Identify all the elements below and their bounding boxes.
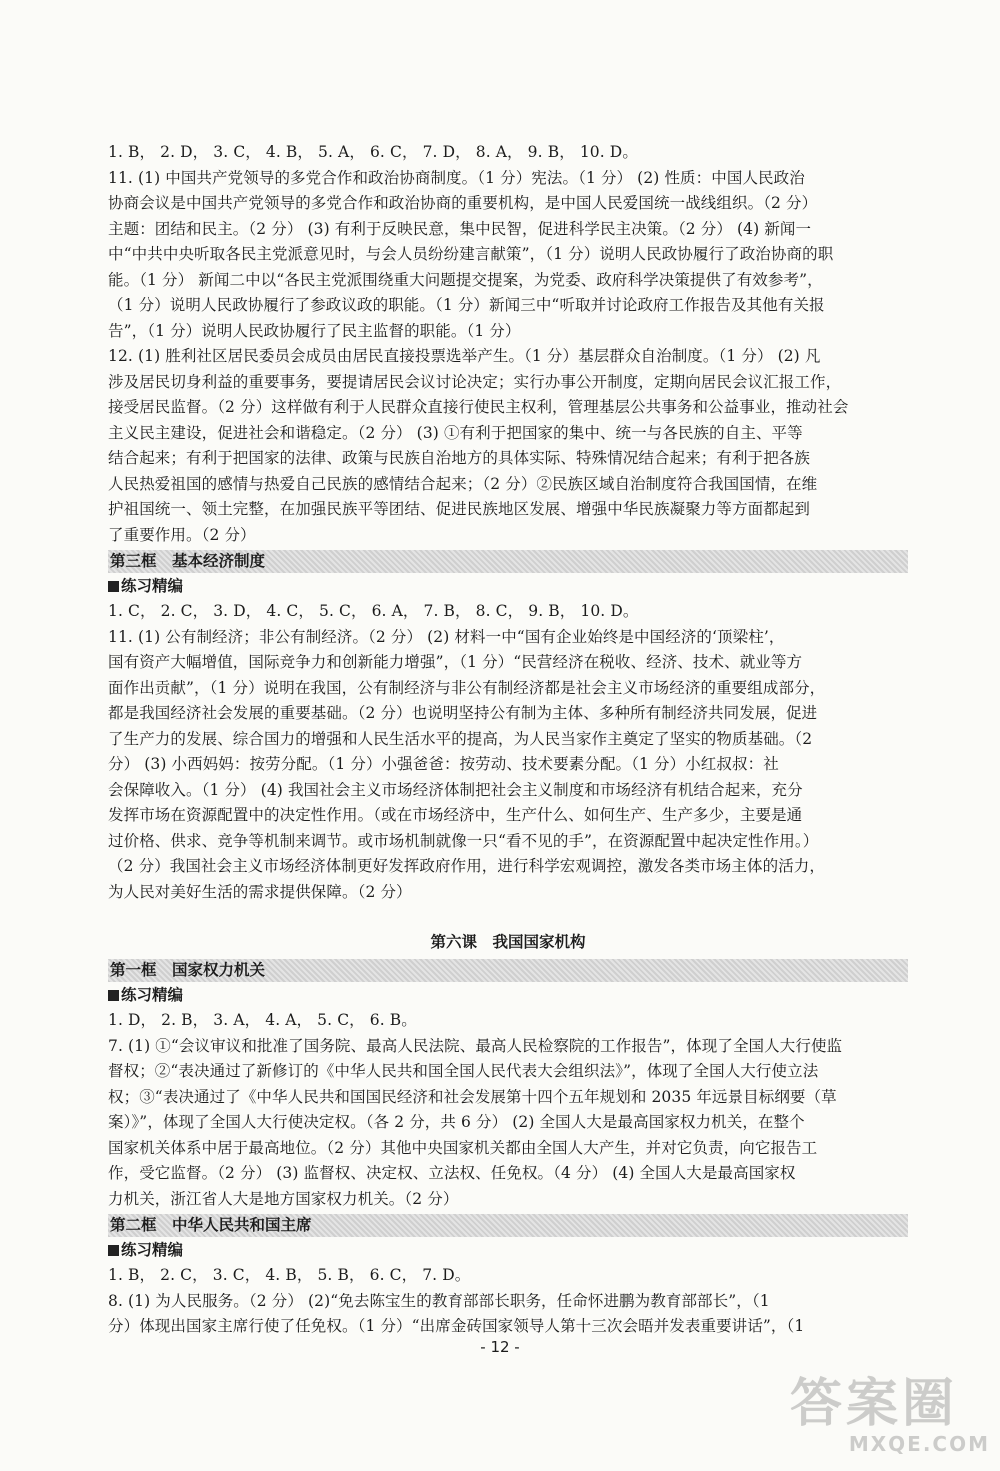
practice-label-text: 练习精编 [121, 1241, 184, 1259]
square-bullet-icon [108, 990, 119, 1001]
block-sec1 [108, 1008, 908, 1212]
text-line: 1. B， 2. C， 3. C， 4. B， 5. B， 6. C， 7. D。 [108, 1266, 471, 1284]
text-line: 11. (1) 公有制经济；非公有制经济。（2 分） (2) 材料一中“国有企业始终是中国经济的‘顶梁柱’， [108, 627, 785, 646]
section-header-basic-economic-system: 第三框 基本经济制度 [108, 550, 908, 573]
text-line: 权；③“表决通过了《中华人民共和国国民经济和社会发展第十四个五年规划和 2035 年远景目标纲要（草 [108, 1087, 837, 1106]
text-line: 8. (1) 为人民服务。（2 分） (2)“免去陈宝生的教育部部长职务，任命怀进鹏为教育部部长”，（1 [108, 1291, 770, 1310]
block-sec3 [108, 599, 908, 905]
text-line: 为人民对美好生活的需求提供保障。（2 分） [108, 882, 412, 901]
text-line: 了重要作用。（2 分） [108, 525, 256, 544]
text-line: 人民热爱祖国的感情与热爱自己民族的感情结合起来；（2 分）②民族区域自治制度符合我国国情，在维 [108, 474, 818, 493]
text-line: 1. C， 2. C， 3. D， 4. C， 5. C， 6. A， 7. B， 8. C， 9. B， 10. D。 [108, 602, 639, 620]
text-line: 结合起来；有利于把国家的法律、政策与民族自治地方的具体实际、特殊情况结合起来；有利于把各族 [108, 449, 811, 467]
practice-label-text: 练习精编 [121, 577, 184, 595]
text-line: 分）体现出国家主席行使了任免权。（1 分）“出席金砖国家领导人第十三次会晤并发表重要讲话”，（1 [108, 1317, 805, 1335]
page-number: - 12 - [480, 1338, 520, 1356]
text-line: 国家机关体系中居于最高地位。（2 分）其他中央国家机关都由全国人大产生，并对它负责，向它报告工 [108, 1138, 818, 1157]
answer-page [108, 140, 908, 1340]
text-line: （1 分）说明人民政协履行了参政议政的职能。（1 分）新闻三中“听取并讨论政府工作报告及其他有关报 [108, 296, 825, 314]
practice-label-text: 练习精编 [121, 986, 184, 1004]
text-line: 11. (1) 中国共产党领导的多党合作和政治协商制度。（1 分）宪法。（1 分） (2) 性质：中国人民政治 [108, 168, 805, 187]
text-line: 面作出贡献”，（1 分）说明在我国，公有制经济与非公有制经济都是社会主义市场经济的重要组成部分， [108, 678, 826, 697]
square-bullet-icon [108, 1245, 119, 1256]
text-line: 能。（1 分） 新闻二中以“各民主党派围绕重大问题提交提案，为党委、政府科学决策提供了有效参考”， [108, 270, 823, 289]
lesson-title: 第六课 我国国家机构 [430, 933, 586, 951]
text-line: 分） (3) 小西妈妈：按劳分配。（1 分）小强爸爸：按劳动、技术要素分配。（1 分）小红叔叔：社 [108, 755, 779, 773]
text-line: 作，受它监督。（2 分） (3) 监督权、决定权、立法权、任免权。（4 分） (4) 全国人大是最高国家权 [108, 1164, 796, 1182]
text-line: 主题：团结和民主。（2 分） (3) 有利于反映民意，集中民智，促进科学民主决策。（2 分） (4) 新闻一 [108, 219, 812, 238]
practice-label [108, 574, 908, 599]
text-line: 1. D， 2. B， 3. A， 4. A， 5. C， 6. B。 [108, 1011, 417, 1029]
square-bullet-icon [108, 581, 119, 592]
block-top [108, 140, 908, 548]
text-line: （2 分）我国社会主义市场经济体制更好发挥政府作用，进行科学宏观调控，激发各类市场主体的活力， [108, 857, 825, 875]
text-line: 1. B， 2. D， 3. C， 4. B， 5. A， 6. C， 7. D， 8. A， 9. B， 10. D。 [108, 143, 638, 161]
text-line: 都是我国经济社会发展的重要基础。（2 分）也说明坚持公有制为主体、多种所有制经济共同发展，促进 [108, 704, 818, 722]
text-line: 发挥市场在资源配置中的决定性作用。（或在市场经济中，生产什么、如何生产、生产多少，主要是通 [108, 806, 803, 824]
text-line: 力机关，浙江省人大是地方国家权力机关。（2 分） [108, 1189, 459, 1208]
text-line: 护祖国统一、领土完整，在加强民族平等团结、促进民族地区发展、增强中华民族凝聚力等方面都起到 [108, 500, 811, 518]
text-line: 7. (1) ①“会议审议和批准了国务院、最高人民法院、最高人民检察院的工作报告”，体现了全国人大行使监 [108, 1036, 843, 1055]
practice-label [108, 1238, 908, 1263]
text-line: 告”，（1 分）说明人民政协履行了民主监督的职能。（1 分） [108, 321, 521, 340]
section-header-state-power-organs: 第一框 国家权力机关 [108, 959, 908, 982]
text-line: 涉及居民切身利益的重要事务，要提请居民会议讨论决定；实行办事公开制度，定期向居民会议汇报工作， [108, 372, 842, 391]
practice-label [108, 983, 908, 1008]
text-line: 案）》”，体现了全国人大行使决定权。（各 2 分，共 6 分） (2) 全国人大是最高国家权力机关，在整个 [108, 1113, 805, 1131]
text-line: 协商会议是中国共产党领导的多党合作和政治协商的重要机构，是中国人民爱国统一战线组织。（2 分） [108, 194, 818, 212]
text-line: 会保障收入。（1 分） (4) 我国社会主义市场经济体制把社会主义制度和市场经济有机结合起来，充分 [108, 780, 803, 799]
text-line: 过价格、供求、竞争等机制来调节。或市场机制就像一只“看不见的手”，在资源配置中起决定性作用。） [108, 831, 819, 850]
text-line: 国有资产大幅增值，国际竞争力和创新能力增强”，（1 分）“民营经济在税收、经济、技术、就业等方 [108, 653, 803, 671]
section-header-prc-president: 第二框 中华人民共和国主席 [108, 1214, 908, 1237]
text-line: 了生产力的发展、综合国力的增强和人民生活水平的提高，为人民当家作主奠定了坚实的物质基础。（2 [108, 729, 813, 748]
text-line: 接受居民监督。（2 分）这样做有利于人民群众直接行使民主权利，管理基层公共事务和公益事业，推动社会 [108, 398, 849, 416]
text-line: 主义民主建设，促进社会和谐稳定。（2 分） (3) ①有利于把国家的集中、统一与各民族的自主、平等 [108, 423, 803, 442]
watermark-main-text: 答案圈 [790, 1374, 959, 1434]
block-sec2 [108, 1263, 908, 1340]
text-line: 中“中共中央听取各民主党派意见时，与会人员纷纷建言献策”，（1 分）说明人民政协履行了政治协商的职 [108, 245, 834, 263]
text-line: 督权；②“表决通过了新修订的《中华人民共和国全国人民代表大会组织法》”，体现了全国人大行使立法 [108, 1062, 819, 1080]
watermark-logo [790, 1375, 990, 1465]
watermark-sub-text: MXQE.COM [848, 1432, 990, 1456]
text-line: 12. (1) 胜利社区居民委员会成员由居民直接投票选举产生。（1 分）基层群众自治制度。（1 分） (2) 凡 [108, 347, 821, 365]
